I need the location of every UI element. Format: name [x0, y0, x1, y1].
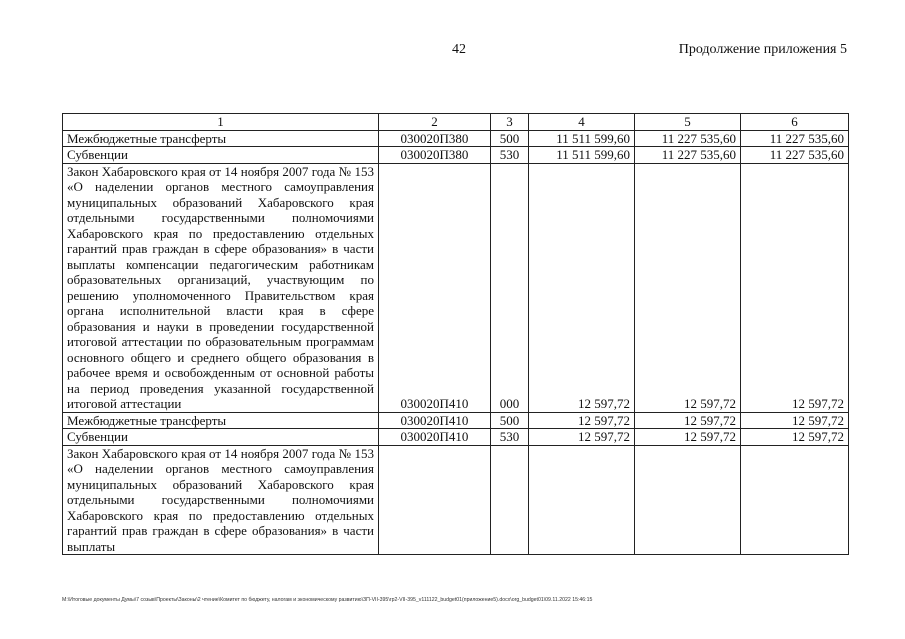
amount-cell: [529, 445, 635, 555]
amount-cell: 11 227 535,60: [741, 130, 849, 147]
column-header: 5: [635, 114, 741, 131]
expense-kind: 500: [491, 412, 529, 429]
table-row: [63, 429, 849, 446]
amount-cell: 12 597,72: [635, 412, 741, 429]
column-header: 6: [741, 114, 849, 131]
target-code: 030020П410: [379, 412, 491, 429]
expense-kind: 000: [491, 163, 529, 412]
expense-kind: 500: [491, 130, 529, 147]
table-row: [63, 147, 849, 164]
table-row: [63, 163, 849, 412]
page-number: 42: [452, 42, 466, 57]
target-code: 030020П380: [379, 130, 491, 147]
amount-cell: 11 511 599,60: [529, 130, 635, 147]
target-code: 030020П410: [379, 429, 491, 446]
row-name: Субвенции: [63, 429, 379, 446]
amount-cell: 12 597,72: [635, 163, 741, 412]
column-header: 1: [63, 114, 379, 131]
target-code: 030020П380: [379, 147, 491, 164]
amount-cell: 12 597,72: [741, 429, 849, 446]
amount-cell: [741, 445, 849, 555]
target-code: [379, 445, 491, 555]
expense-kind: [491, 445, 529, 555]
table-row: [63, 445, 849, 555]
amount-cell: [635, 445, 741, 555]
row-name: Субвенции: [63, 147, 379, 164]
table-header-row: [63, 114, 849, 131]
amount-cell: 12 597,72: [529, 163, 635, 412]
amount-cell: 12 597,72: [529, 429, 635, 446]
amount-cell: 11 227 535,60: [635, 130, 741, 147]
amount-cell: 11 227 535,60: [741, 147, 849, 164]
budget-table: [62, 113, 849, 555]
amount-cell: 12 597,72: [741, 412, 849, 429]
amount-cell: 11 227 535,60: [635, 147, 741, 164]
row-name: Межбюджетные трансферты: [63, 130, 379, 147]
row-name: Закон Хабаровского края от 14 ноября 2007 года № 153 «О наделении органов местного самоуправления муниципальных образований Хабаровского края отдельными государственными полномочиями Хабаровского края по предоставлению отдельных гарантий прав граждан в сфере образования» в части выплаты: [63, 445, 379, 555]
amount-cell: 12 597,72: [529, 412, 635, 429]
row-name: Закон Хабаровского края от 14 ноября 2007 года № 153 «О наделении органов местного самоуправления муниципальных образований Хабаровского края отдельными государственными полномочиями Хабаровского края по предоставлению отдельных гарантий прав граждан в сфере образования» в части выплаты компенсации педагогическим работникам образовательных организаций, участвующим по решению уполномоченного Правительством края органа исполнительной власти края в сфере образования и науки в проведении государственной итоговой аттестации по образовательным программам основного общего и среднего общего образования в рабочее время и освобожденным от основной работы на период проведения указанной государственной итоговой аттестации: [63, 163, 379, 412]
amount-cell: 11 511 599,60: [529, 147, 635, 164]
column-header: 3: [491, 114, 529, 131]
target-code: 030020П410: [379, 163, 491, 412]
column-header: 2: [379, 114, 491, 131]
amount-cell: 12 597,72: [635, 429, 741, 446]
table-row: [63, 412, 849, 429]
continuation-label: Продолжение приложения 5: [678, 42, 847, 57]
column-header: 4: [529, 114, 635, 131]
row-name: Межбюджетные трансферты: [63, 412, 379, 429]
table-row: [63, 130, 849, 147]
footer-file-path: M:\Итоговые документы Думы\7 созыв\Проекты\Законы\2 чтение\Комитет по бюджету, налогам и экономическому развитию\ЗП-VII-395\гр2-VII-395_v111122_budget01(приложение5).docx\org_budget01\09.11.2022 15:46:15: [62, 597, 593, 603]
amount-cell: 12 597,72: [741, 163, 849, 412]
expense-kind: 530: [491, 147, 529, 164]
expense-kind: 530: [491, 429, 529, 446]
